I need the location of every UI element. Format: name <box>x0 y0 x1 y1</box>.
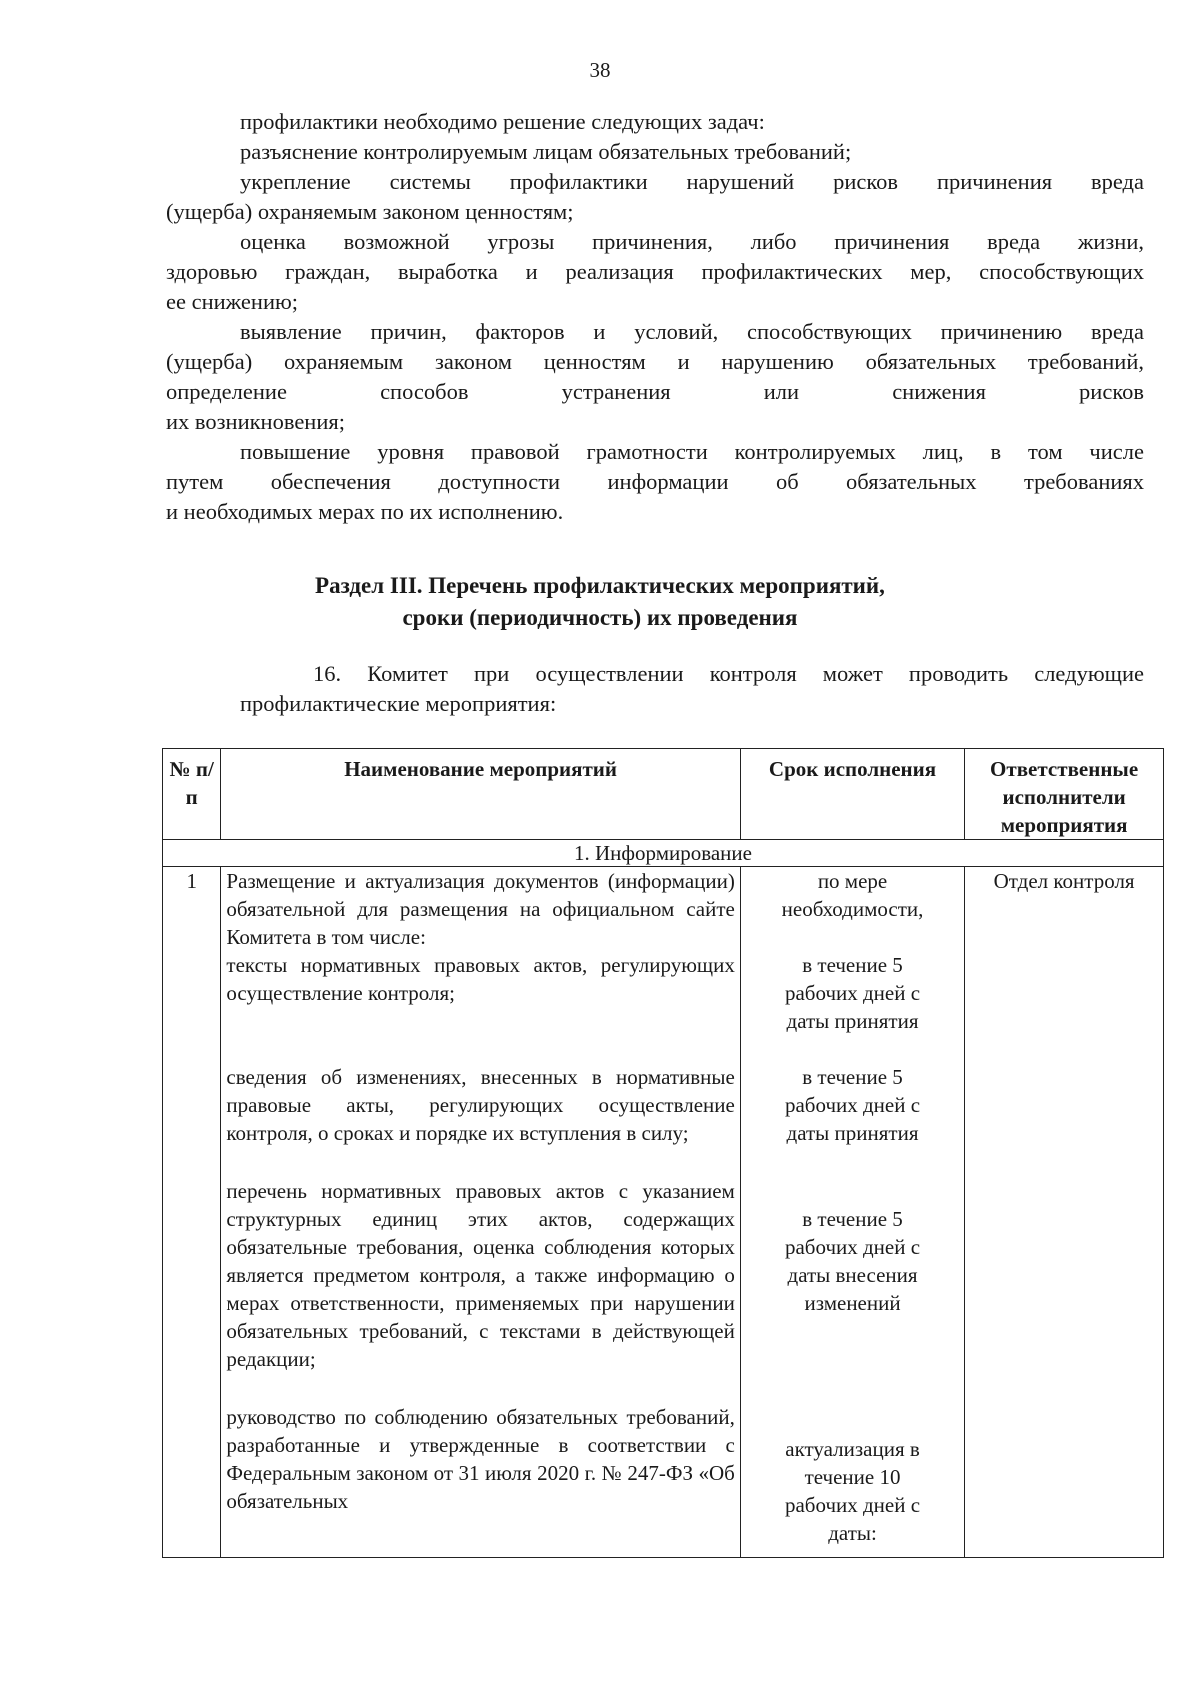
intro-line: профилактики необходимо решение следующих задач: <box>240 109 765 134</box>
page-number: 38 <box>589 58 611 82</box>
section-heading-line1: Раздел III. Перечень профилактических мероприятий, <box>315 573 885 598</box>
intro-line: (ущерба) охраняемым законом ценностям и нарушению обязательных требований, <box>166 349 1144 374</box>
intro-line: оценка возможной угрозы причинения, либо причинения вреда жизни, <box>240 229 1144 254</box>
intro-line: и необходимых мерах по их исполнению. <box>166 499 564 524</box>
term-block: актуализация в течение 10 рабочих дней с даты: <box>784 1437 921 1545</box>
intro-line: их возникновения; <box>166 409 345 434</box>
group-title: 1. Информирование <box>163 840 1164 867</box>
intro-line: повышение уровня правовой грамотности контролируемых лиц, в том числе <box>240 439 1144 464</box>
intro-line: здоровью граждан, выработка и реализация профилактических мер, способствующих <box>166 259 1144 284</box>
intro-line: путем обеспечения доступности информации об обязательных требованиях <box>166 469 1144 494</box>
intro-line: определение способов устранения или снижения рисков <box>166 379 1144 404</box>
header-num: № п/п <box>163 749 221 840</box>
intro-line: выявление причин, факторов и условий, способствующих причинению вреда <box>240 319 1144 344</box>
intro-line: (ущерба) охраняемым законом ценностям; <box>166 199 574 224</box>
header-name: Наименование мероприятий <box>221 749 740 840</box>
paragraph-16-line2: профилактические мероприятия: <box>240 691 557 716</box>
measure-block: тексты нормативных правовых актов, регулирующих осуществление контроля; <box>226 953 735 1005</box>
section-heading-line2: сроки (периодичность) их проведения <box>402 605 798 630</box>
group-row <box>163 840 1164 867</box>
paragraph-16-line1: 16. Комитет при осуществлении контроля может проводить следующие <box>313 661 1144 686</box>
measure-block: сведения об изменениях, внесенных в нормативные правовые акты, регулирующих осуществление контроля, о сроках и порядке их вступления в силу; <box>226 1065 735 1145</box>
table-row <box>163 867 1164 1558</box>
row-terms <box>740 867 964 1558</box>
intro-line: ее снижению; <box>166 289 299 314</box>
measure-block: Размещение и актуализация документов (информации) обязательной для размещения на официальном сайте Комитета в том числе: <box>226 869 735 949</box>
term-block: в течение 5 рабочих дней с даты внесения изменений <box>784 1207 921 1315</box>
row-responsible: Отдел контроля <box>965 867 1164 1558</box>
measures-table <box>162 748 1164 1558</box>
measure-block: руководство по соблюдению обязательных требований, разработанные и утвержденные в соответствии с Федеральным законом от 31 июля 2020 г. № 247-ФЗ «Об обязательных <box>226 1405 735 1513</box>
term-block: по мере необходимости, <box>781 869 924 921</box>
table-header-row <box>163 749 1164 840</box>
row-num: 1 <box>163 867 221 1558</box>
row-measures <box>221 867 740 1558</box>
header-responsible: Ответственные исполнители мероприятия <box>965 749 1164 840</box>
term-block: в течение 5 рабочих дней с даты принятия <box>784 1065 921 1145</box>
intro-line: укрепление системы профилактики нарушений рисков причинения вреда <box>240 169 1144 194</box>
measure-block: перечень нормативных правовых актов с указанием структурных единиц этих актов, содержащих обязательные требования, оценка соблюдения которых является предметом контроля, а также информацию о мерах ответственности, применяемых при нарушении обязательных требований, с текстами в действующей редакции; <box>226 1179 735 1371</box>
intro-line: разъяснение контролируемым лицам обязательных требований; <box>240 139 852 164</box>
header-term: Срок исполнения <box>740 749 964 840</box>
term-block: в течение 5 рабочих дней с даты принятия <box>784 953 921 1033</box>
